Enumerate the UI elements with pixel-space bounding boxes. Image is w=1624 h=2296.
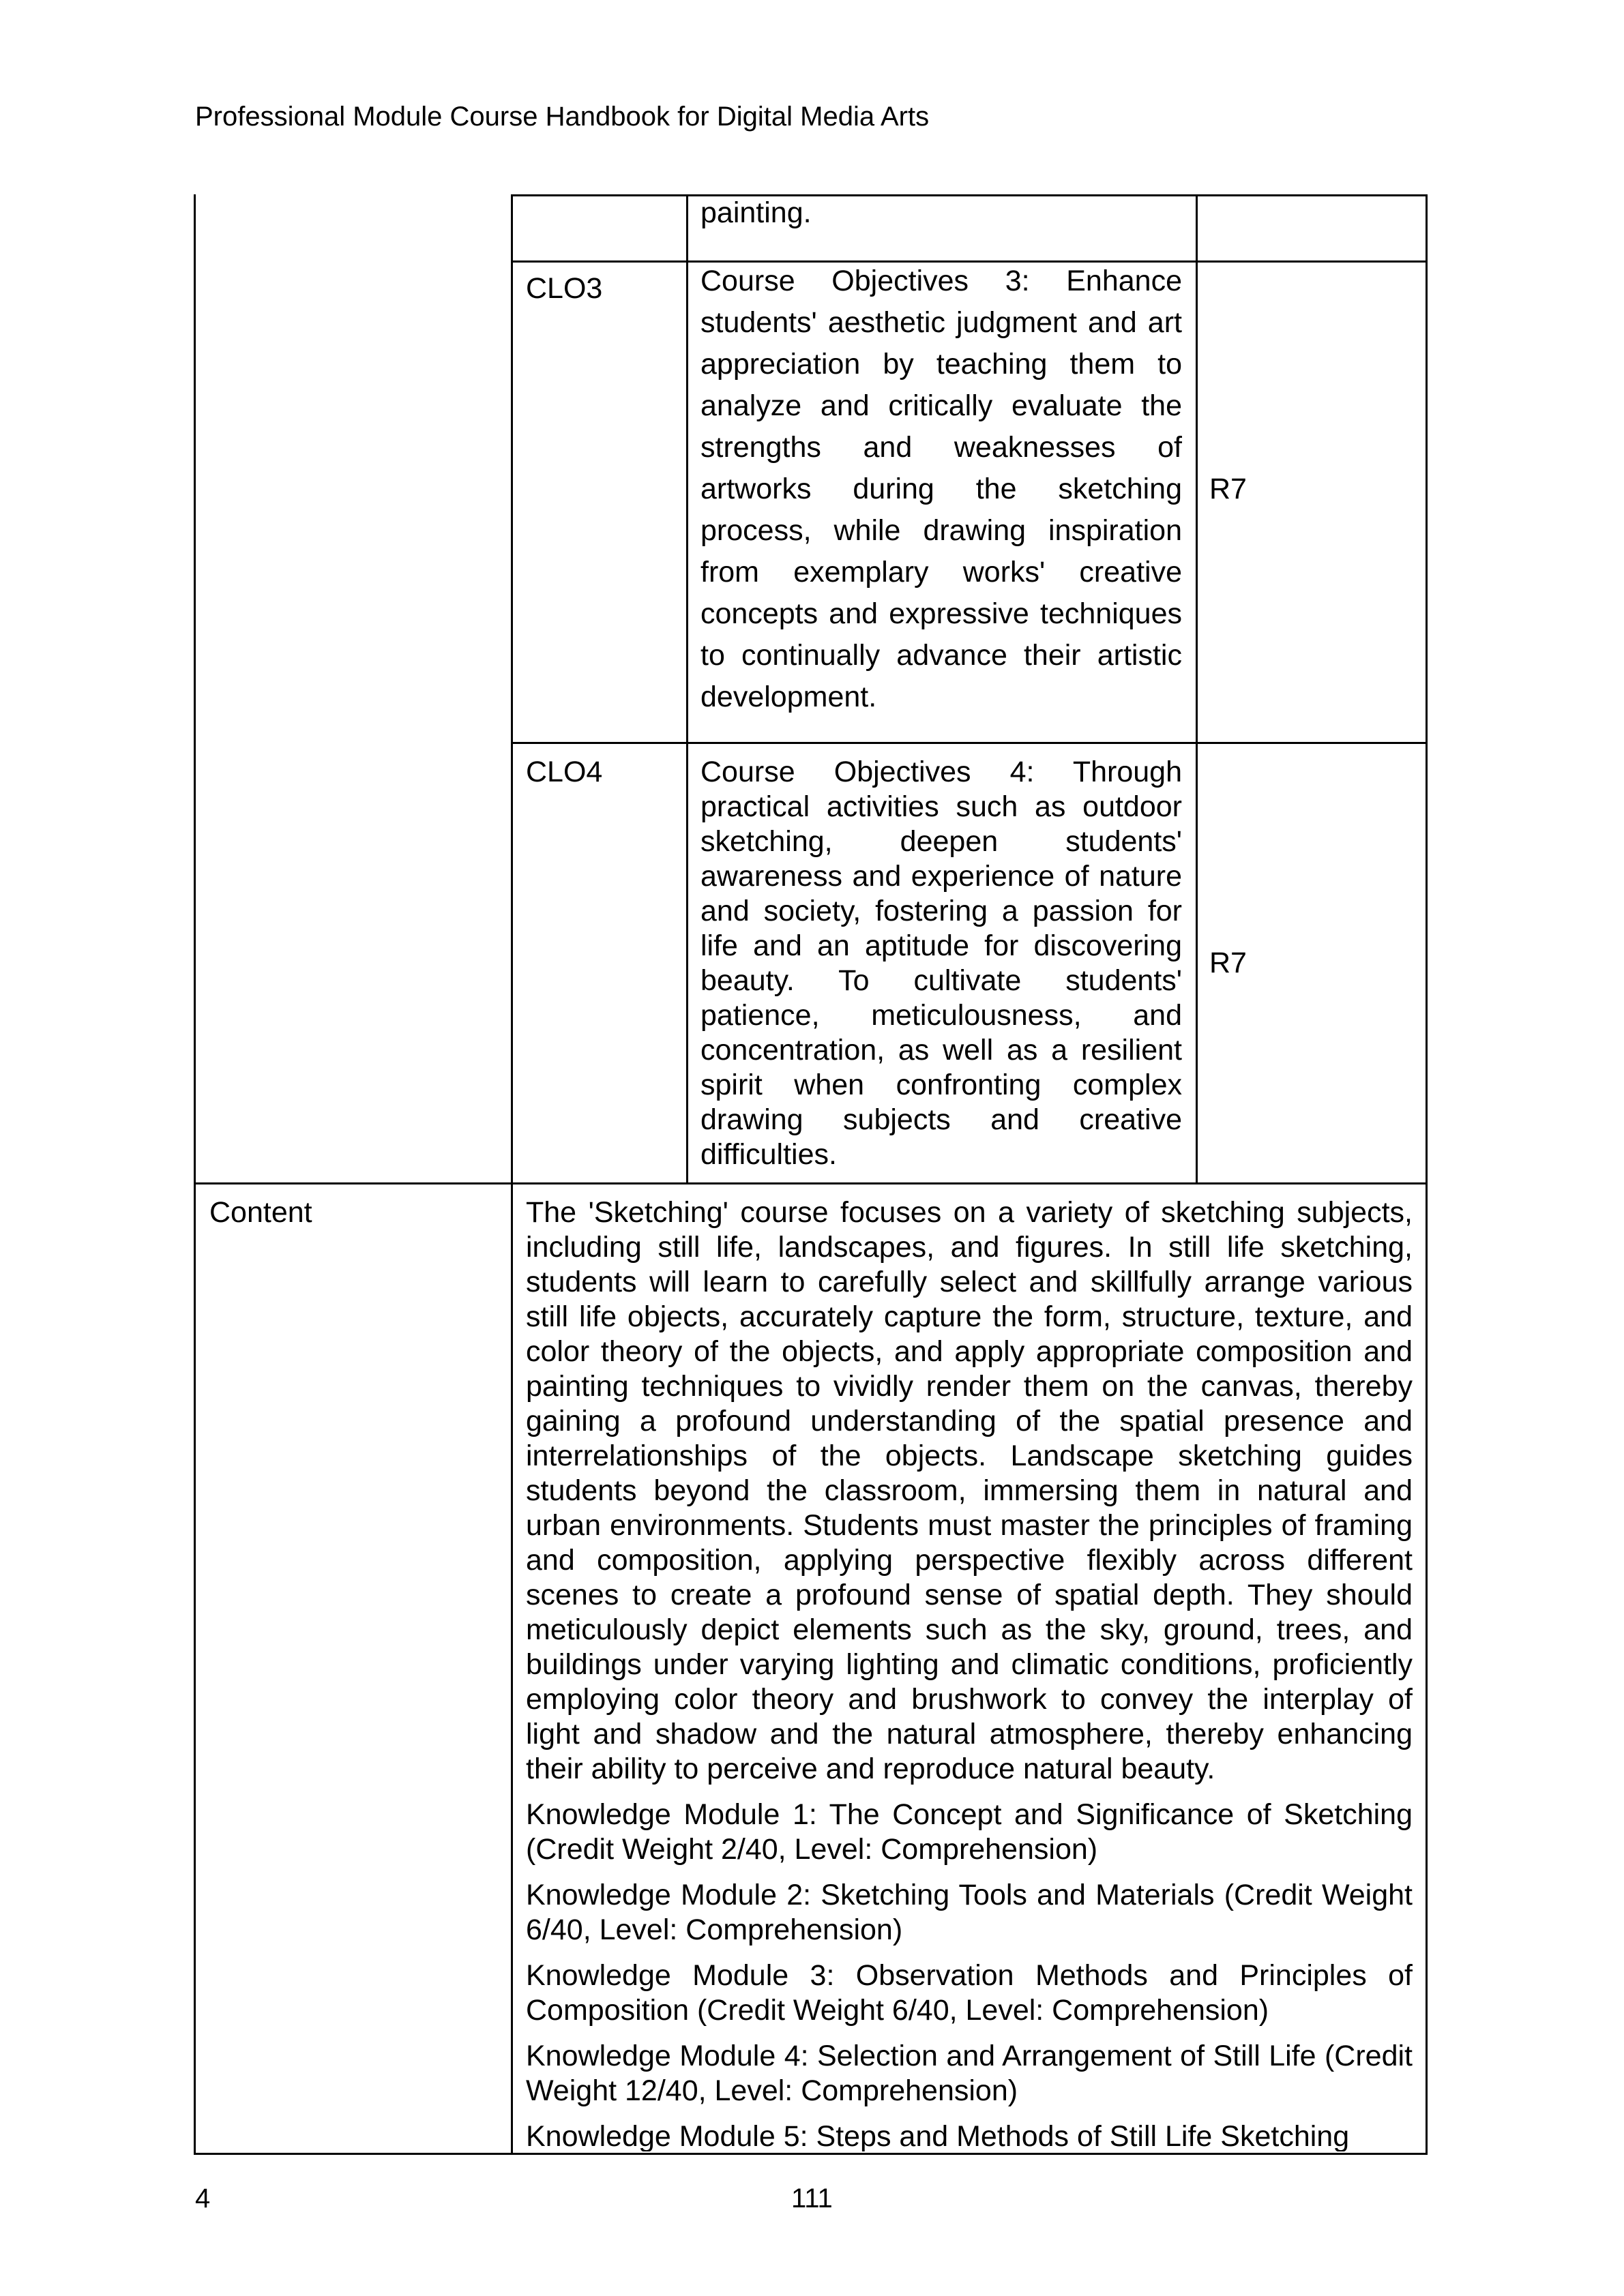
clo4-objective-text: Course Objectives 4: Through practical activities such as outdoor sketching, deepen students' awareness and experience of nature and society, fostering a passion for life and an aptitude for discovering beauty. To cultivate students' patience, meticulousness, and concentration, as well as a resilient spirit when confronting complex drawing subjects and creative difficulties.	[700, 756, 1182, 1171]
knowledge-module-1: Knowledge Module 1: The Concept and Significance of Sketching (Credit Weight 2/40, Level: Comprehension)	[526, 1798, 1413, 1866]
knowledge-module-4: Knowledge Module 4: Selection and Arrangement of Still Life (Credit Weight 12/40, Level: Comprehension)	[526, 2040, 1413, 2107]
footer-page-number: 111	[791, 2183, 833, 2213]
table-divider-label	[511, 194, 513, 2155]
row-rule-clo4	[511, 742, 1428, 744]
content-description: The 'Sketching' course focuses on a variety of sketching subjects, including still life, landscapes, and figures. In still life sketching, students will learn to carefully select and skillfully arrange various still life objects, accurately capture the form, structure, texture, and color theory of the objects, and apply appropriate composition and painting techniques to vividly render them on the canvas, thereby gaining a profound understanding of the spatial presence and interrelationships of the objects. Landscape sketching guides students beyond the classroom, immersing them in natural and urban environments. Students must master the principles of framing and composition, applying perspective flexibly across different scenes to create a profound sense of spatial depth. They should meticulously depict elements such as the sky, ground, trees, and buildings under varying lighting and climatic conditions, proficiently employing color theory and brushwork to convey the interplay of light and shadow and the natural atmosphere, thereby enhancing their ability to perceive and reproduce natural beauty.	[526, 1196, 1413, 1785]
clo4-code: CLO4	[526, 756, 603, 788]
table-border-right	[1426, 194, 1428, 2155]
row-rule-content	[194, 1182, 1428, 1184]
objective-continued-text: painting.	[700, 196, 812, 229]
knowledge-module-3: Knowledge Module 3: Observation Methods and Principles of Composition (Credit Weight 6/40, Level: Comprehension)	[526, 1959, 1413, 2027]
table-divider-mapping	[1196, 194, 1198, 1183]
table-divider-code	[686, 194, 688, 1183]
content-body	[526, 1195, 1413, 2151]
clo3-objective-text: Course Objectives 3: Enhance students' aesthetic judgment and art appreciation by teaching them to analyze and critically evaluate the strengths and weaknesses of artworks during the sketching process, while drawing inspiration from exemplary works' creative concepts and expressive techniques to continually advance their artistic development.	[700, 265, 1182, 713]
table-bottom-rule	[194, 2153, 1428, 2155]
table-border-left	[194, 194, 196, 2155]
content-label: Content	[209, 1196, 312, 1229]
knowledge-module-2: Knowledge Module 2: Sketching Tools and Materials (Credit Weight 6/40, Level: Comprehension)	[526, 1879, 1413, 1946]
footer-section-number: 4	[195, 2183, 211, 2213]
clo4-mapping: R7	[1209, 946, 1247, 979]
knowledge-module-5: Knowledge Module 5: Steps and Methods of Still Life Sketching	[526, 2120, 1350, 2151]
clo3-code: CLO3	[526, 272, 603, 305]
clo3-mapping: R7	[1209, 473, 1247, 505]
page-header: Professional Module Course Handbook for Digital Media Arts	[195, 102, 930, 132]
